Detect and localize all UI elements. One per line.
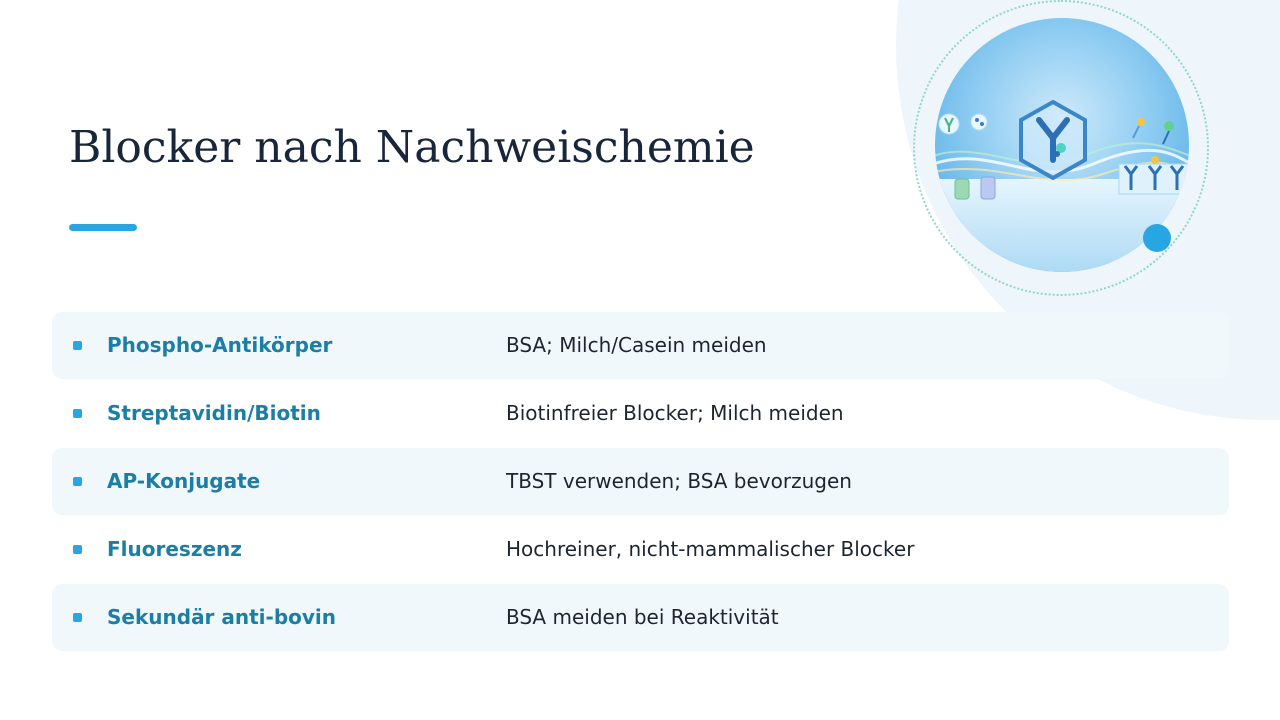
table-row — [52, 516, 1229, 583]
row-label: Phospho-Antikörper — [107, 333, 333, 357]
table-row — [52, 448, 1229, 515]
table-row — [52, 312, 1229, 379]
row-label: Sekundär anti-bovin — [107, 605, 337, 629]
blocker-table — [52, 312, 1229, 652]
bullet-icon — [73, 409, 82, 418]
bullet-icon — [73, 545, 82, 554]
row-value: Biotinfreier Blocker; Milch meiden — [506, 401, 844, 425]
bullet-icon — [73, 613, 82, 622]
row-value: BSA; Milch/Casein meiden — [506, 333, 767, 357]
row-label: AP-Konjugate — [107, 469, 261, 493]
bullet-icon — [73, 477, 82, 486]
row-value: TBST verwenden; BSA bevorzugen — [506, 469, 852, 493]
table-row — [52, 380, 1229, 447]
table-row — [52, 584, 1229, 651]
title-underline — [69, 224, 137, 231]
row-value: BSA meiden bei Reaktivität — [506, 605, 779, 629]
accent-dot — [1143, 224, 1171, 252]
row-value: Hochreiner, nicht-mammalischer Blocker — [506, 537, 915, 561]
row-label: Streptavidin/Biotin — [107, 401, 321, 425]
row-label: Fluoreszenz — [107, 537, 242, 561]
bullet-icon — [73, 341, 82, 350]
slide-title: Blocker nach Nachweischemie — [69, 122, 755, 173]
